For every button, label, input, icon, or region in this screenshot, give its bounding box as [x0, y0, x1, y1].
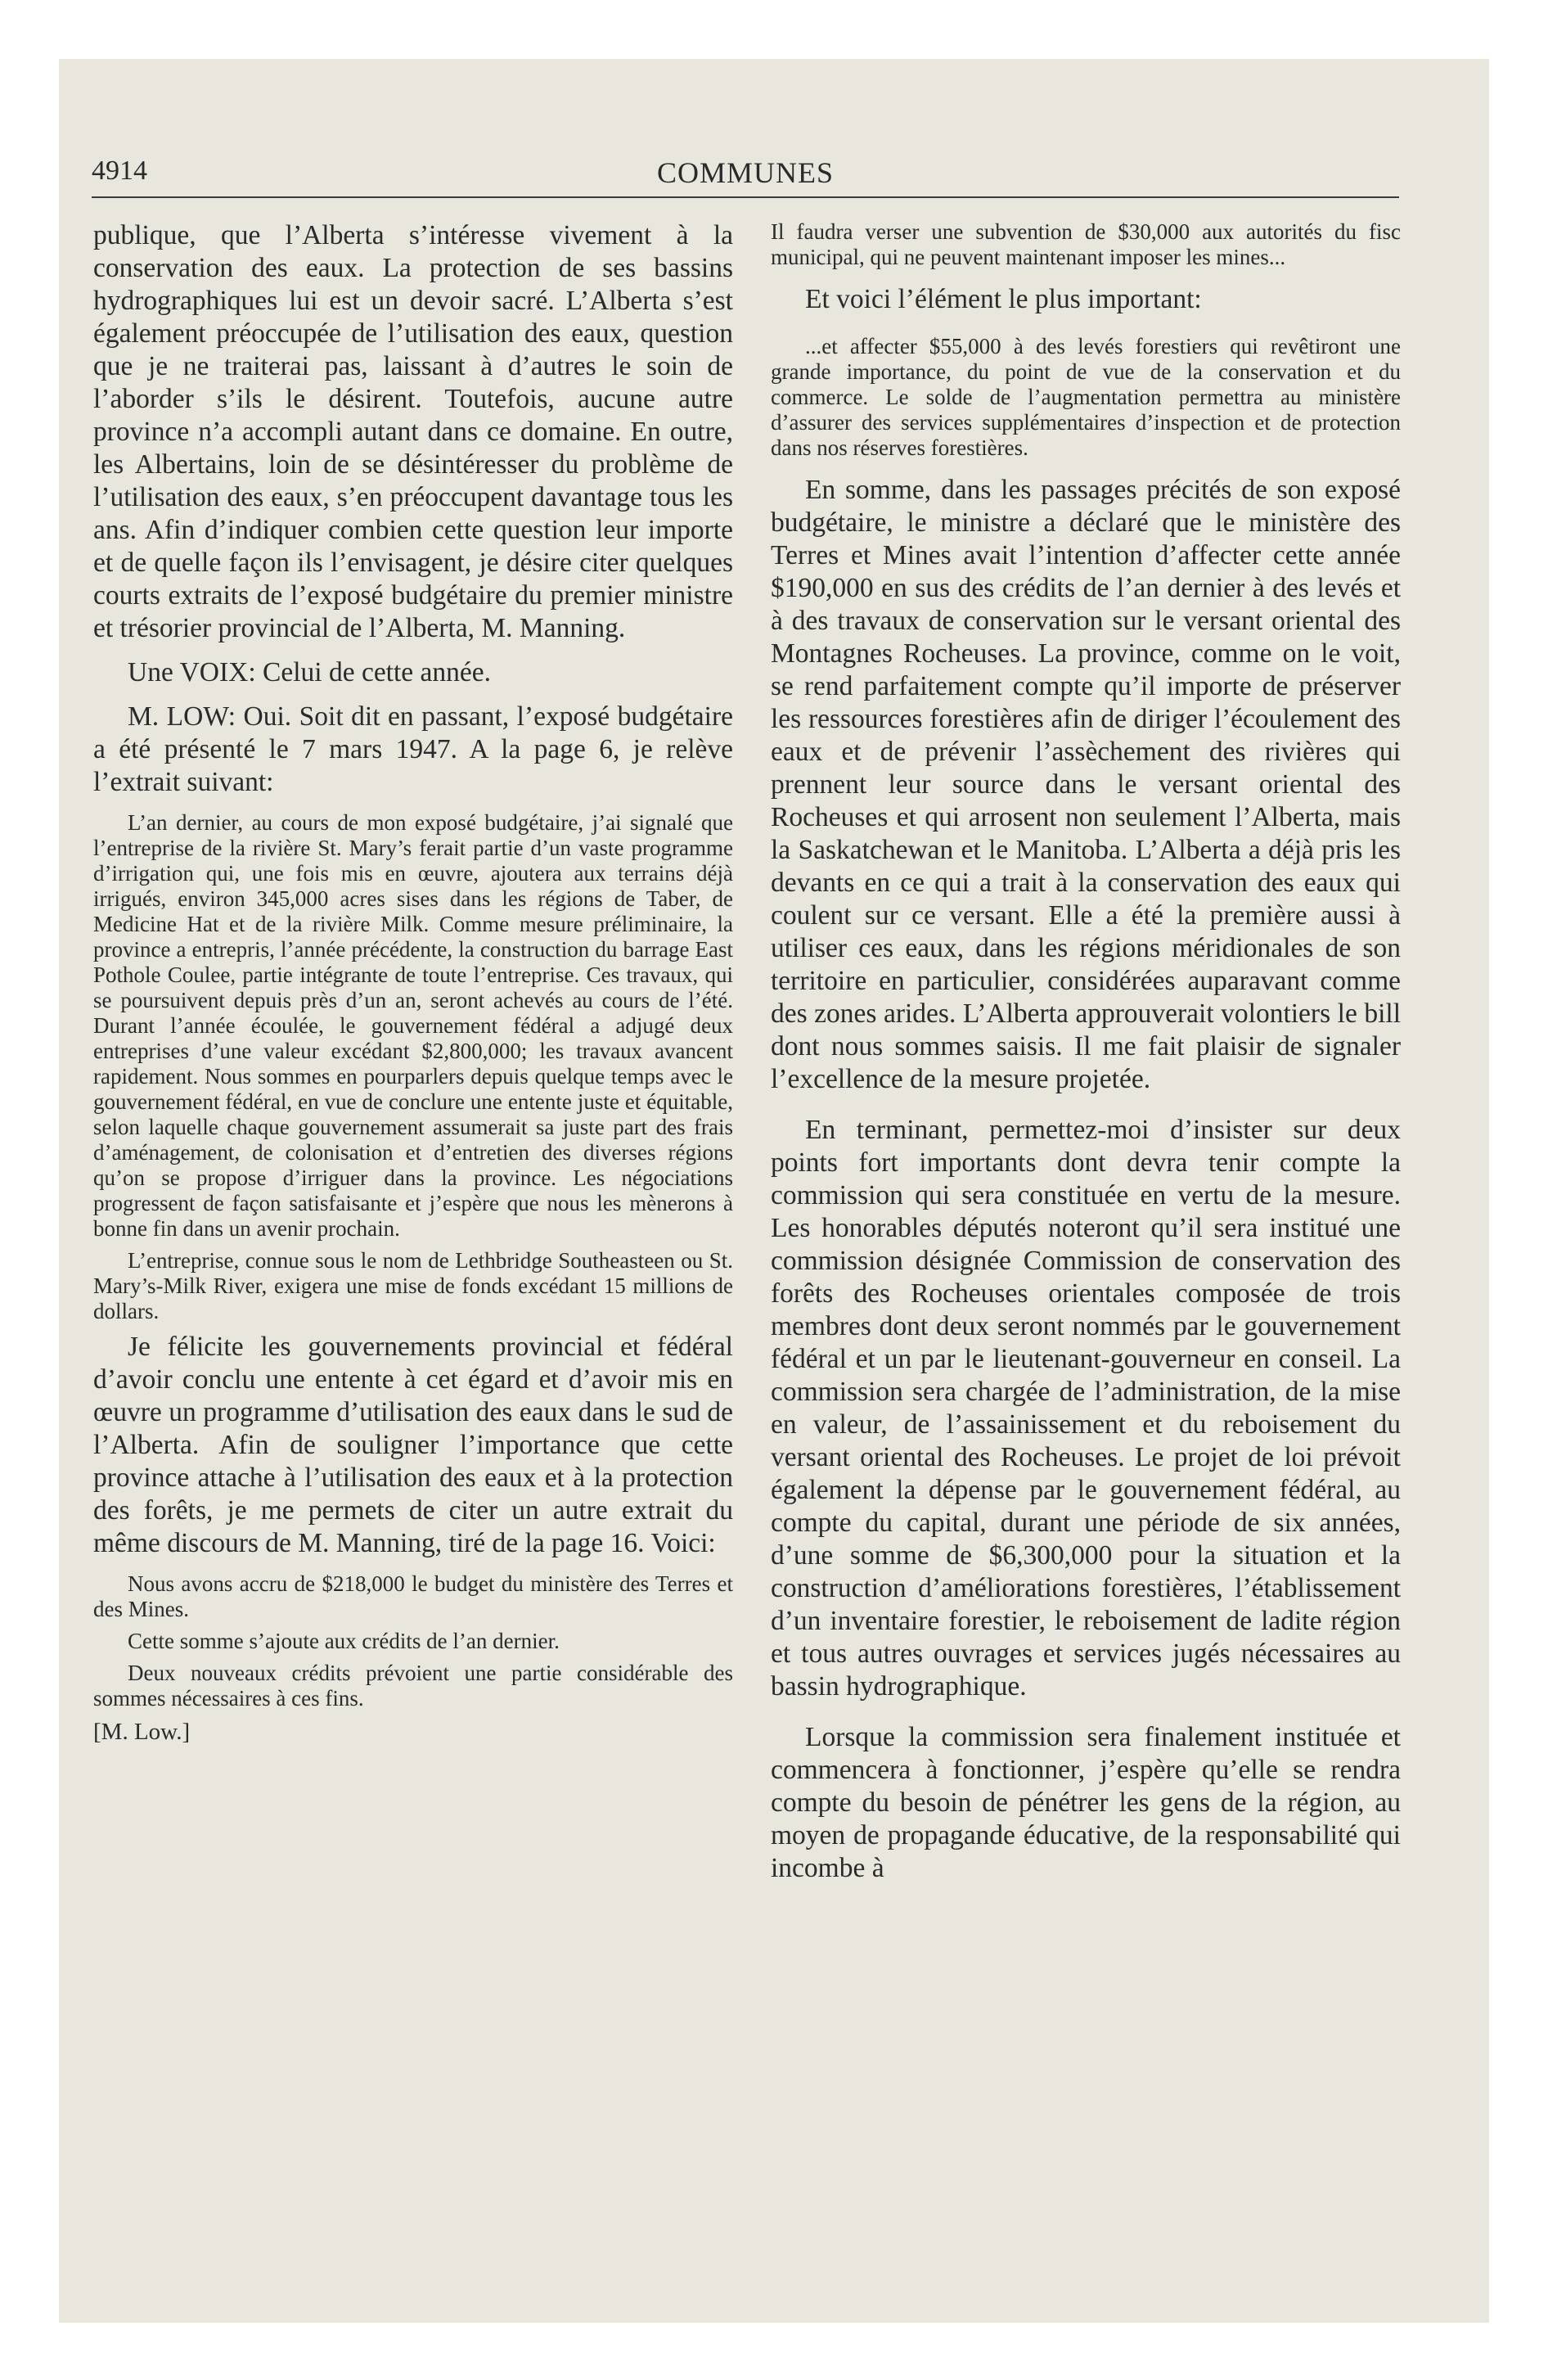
page-number: 4914 [92, 156, 147, 186]
budget-quote: Nous avons accru de $218,000 le budget du ministère des Terres et des Mines. [93, 1571, 733, 1621]
budget-quote: L’entreprise, connue sous le nom de Lethbridge Southeasteen ou St. Mary’s-Milk River, exigera une mise de fonds excédant 15 millions de dollars. [93, 1248, 733, 1323]
budget-quote: Il faudra verser une subvention de $30,000 aux autorités du fisc municipal, qui ne peuvent maintenant imposer les mines... [771, 219, 1401, 269]
left-column [93, 219, 733, 1746]
speech-paragraph: En terminant, permettez-moi d’insister sur deux points fort importants dont devra tenir compte la commission qui sera constituée en vertu de la mesure. Les honorables députés noteront qu’il sera institué une commission désignée Commission de conservation des forêts des Rocheuses orientales composée de trois membres dont deux seront nommés par le gouvernement fédéral et un par le lieutenant-gouverneur en conseil. La commission sera chargée de l’administration, de la mise en valeur, de l’assainissement et du reboisement du versant oriental des Rocheuses. Le projet de loi prévoit également la dépense par le gouvernement fédéral, au compte du capital, durant une période de six années, d’une somme de $6,300,000 pour la situation et la construction d’améliorations forestières, l’établissement d’un inventaire forestier, le reboisement de ladite région et tous autres ouvrages et services jugés nécessaires au bassin hydrographique. [771, 1115, 1401, 1702]
speech-paragraph: Et voici l’élément le plus important: [805, 284, 1202, 314]
header-rule [92, 196, 1399, 198]
right-column [771, 219, 1401, 1903]
budget-quote: ...et affecter $55,000 à des levés forestiers qui revêtiront une grande importance, du point de vue de la conservation et du commerce. Le solde de l’augmentation permettra au ministère d’assurer des services supplémentaires d’inspection et de protection dans nos réserves forestières. [771, 334, 1401, 460]
speech-paragraph: En somme, dans les passages précités de son exposé budgétaire, le ministre a déclaré que le ministère des Terres et Mines avait l’intention d’affecter cette année $190,000 en sus des crédits de l’an dernier à des levés et à des travaux de conservation sur le versant oriental des Montagnes Rocheuses. La province, comme on le voit, se rend parfaitement compte qu’il importe de préserver les ressources forestières afin de diriger l’écoulement des eaux et de prévenir l’assèchement des rivières qui prennent leur source dans le versant oriental des Rocheuses et qui arrosent non seulement l’Alberta, mais la Saskatchewan et le Manitoba. L’Alberta a déjà pris les devants en ce qui a trait à la conservation des eaux qui coulent sur ce versant. Elle a été la première aussi à utiliser ces eaux, dans les régions méridionales de son territoire en particulier, considérées auparavant comme des zones arides. L’Alberta approuverait volontiers le bill dont nous sommes saisis. Il me fait plaisir de signaler l’excellence de la mesure projetée. [771, 475, 1401, 1094]
speaker-tag: [M. Low.] [93, 1719, 191, 1745]
page-header [92, 156, 1399, 196]
speech-paragraph: Je félicite les gouvernements provincial et fédéral d’avoir conclu une entente à cet égard et d’avoir mis en œuvre un programme d’utilisation des eaux dans le sud de l’Alberta. Afin de souligner l’importance que cette province attache à l’utilisation des eaux et à la protection des forêts, je me permets de citer un autre extrait du même discours de M. Manning, tiré de la page 16. Voici: [93, 1332, 733, 1558]
speech-paragraph: M. LOW: Oui. Soit dit en passant, l’exposé budgétaire a été présenté le 7 mars 1947. A la page 6, je relève l’extrait suivant: [93, 701, 733, 797]
running-head: COMMUNES [656, 156, 835, 189]
budget-quote: Cette somme s’ajoute aux crédits de l’an dernier. [128, 1629, 560, 1653]
speech-paragraph: Lorsque la commission sera finalement instituée et commencera à fonctionner, j’espère qu’elle se rendra compte du besoin de pénétrer les gens de la région, au moyen de propagande éducative, de la responsabilité qui incombe à [771, 1722, 1401, 1883]
budget-quote: Deux nouveaux crédits prévoient une partie considérable des sommes nécessaires à ces fins. [93, 1661, 733, 1711]
interjection: Une VOIX: Celui de cette année. [128, 657, 492, 687]
budget-quote: L’an dernier, au cours de mon exposé budgétaire, j’ai signalé que l’entreprise de la rivière St. Mary’s ferait partie d’un vaste programme d’irrigation qui, une fois mis en œuvre, ajoutera aux terrains déjà irrigués, environ 345,000 acres sises dans les régions de Taber, de Medicine Hat et de la rivière Milk. Comme mesure préliminaire, la province a entrepris, l’année précédente, la construction du barrage East Pothole Coulee, partie intégrante de toute l’entreprise. Ces travaux, qui se poursuivent depuis près d’un an, seront achevés au cours de l’été. Durant l’année écoulée, le gouvernement fédéral a adjugé deux entreprises d’une valeur excédant $2,800,000; les travaux avancent rapidement. Nous sommes en pourparlers depuis quelque temps avec le gouvernement fédéral, en vue de conclure une entente juste et équitable, selon laquelle chaque gouvernement assumerait sa juste part des frais d’aménagement, de colonisation et d’entretien des diverses régions qu’on se propose d’irriguer dans la province. Les négociations progressent de façon satisfaisante et j’espère que nous les mènerons à bonne fin dans un avenir prochain. [93, 810, 733, 1241]
speech-paragraph: publique, que l’Alberta s’intéresse vivement à la conservation des eaux. La protection de ses bassins hydrographiques lui est un devoir sacré. L’Alberta s’est également préoccupée de l’utilisation des eaux, question que je ne traiterai pas, laissant à d’autres le soin de l’aborder s’ils le désirent. Toutefois, aucune autre province n’a accompli autant dans ce domaine. En outre, les Albertains, loin de se désintéresser du problème de l’utilisation des eaux, s’en préoccupent davantage tous les ans. Afin d’indiquer combien cette question leur importe et de quelle façon ils l’envisagent, je désire citer quelques courts extraits de l’exposé budgétaire du premier ministre et trésorier provincial de l’Alberta, M. Manning. [93, 220, 733, 643]
